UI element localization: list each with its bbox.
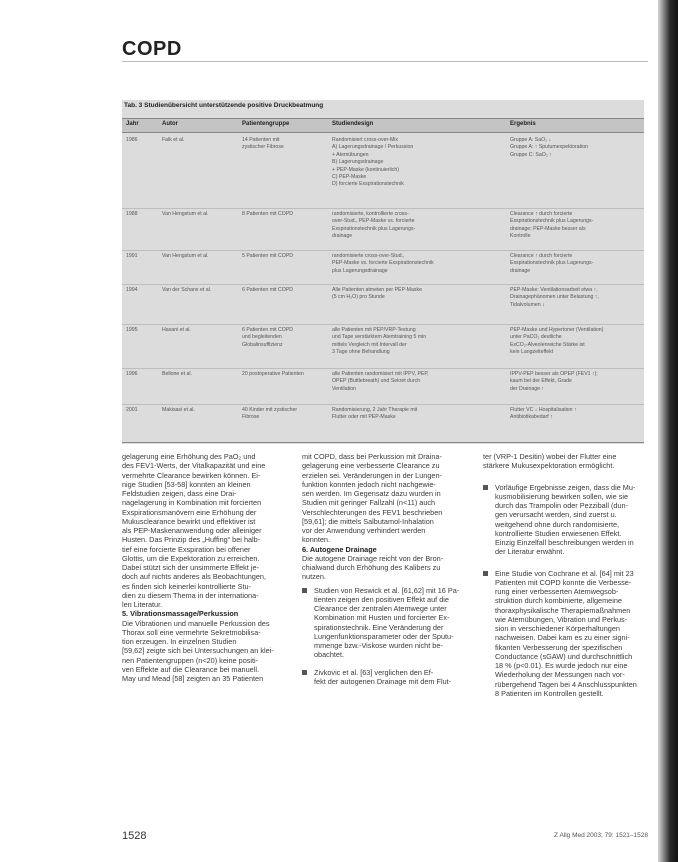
page-title: COPD (122, 38, 182, 60)
scan-shadow-edge (658, 0, 678, 862)
paragraph: Die Vibrationen und manuelle Perkussion des Thorax soll eine vermehrte Sekretmobilisa- tion erzeugen. In einzelnen Studien [59,62] zeigte sich bei Untersuchungen an klei- nen Patientengruppen (n<20) keine positi- ven Effekte auf die Clearance bei manuell. May und Mead [58] zeigten an 35 Patienten (122, 618, 274, 683)
text-column-1 (122, 452, 290, 683)
table-row: 2001 Makisasi et al. 40 Kinder mit zystischer Fibrose Randomisierung, 2 Jahr Therapie mit Flutter oder mit PEP-Maske Flutter VC ↓ Hospitalisation ↑ Antibiotikabedarf ↑ (122, 404, 644, 443)
header-year: Jahr (126, 121, 139, 127)
table-row: 1995 Hasani et al. 6 Patienten mit COPD und begleitenden Globalinsuffizienz alle Patienten mit PEP/VRP-Testung und Tape verstärktem Atemtraining 5 min mittels Vergleich mit Intervall der 3 Tage ohne Behandlung PEP-Maske und Hypertoner (Ventilation) unter PaCO₂ deutliche ExCO₂-Alveolenreiche Stärke ist kein Langzeiteffekt (122, 324, 644, 369)
title-rule (122, 61, 648, 62)
table-row: 1994 Van der Schans et al. 6 Patienten mit COPD Alle Patienten atmeten per PEP-Maske (5 cm H₂O) pro Stunde PEP-Maske: Ventilationsarbeit etwa ↑, Drainagephänomen unter Belastung ↑, Tidalvolumen ↓ (122, 284, 644, 325)
paragraph: Die autogene Drainage reicht von der Bron- chialwand durch Erhöhung des Kalibers zu nutzen. (302, 553, 444, 582)
bullet-item: Vorläufige Ergebnisse zeigen, dass die Mu- kusmobilisierung bewirken sollen, wie sie durch das Trampolin oder Pezziball (dun- gen verursacht werden, sind zuerst u. weitgehend ohne durch randomisierte, kontrollierte Studien erwiesenen Effekt. Einzig Einzelfall beschreibungen werden in der Literatur erwähnt. (483, 483, 651, 557)
document-page (100, 0, 658, 862)
text-column-3 (483, 452, 651, 698)
table-row: 1996 Bellone et al. 20 postoperative Patienten alle Patienten randomisiert mit IPPV, PEP, OPEP (Buttlebreath) und Sekret durch Ventilation IPPV-PEP besser als OPEP (FEV1 ↑); kaum bei der Effekt, Grade der Drainage ↑ (122, 368, 644, 405)
table-row: 1986 Falk et al. 14 Patienten mit zystischer Fibrose Randomisiert cross-over-Mix A) Lagerungsdrainage / Perkussion + Atemübungen B) Lagerungsdrainage + PEP-Maske (kontinuierlich) C) PEP-Maske D) forcierte Exspirationstechnik Gruppe A: SaO₂ ↓ Gruppe A: ↑ Sputumexpektoration Gruppe C: SaO₂ ↑ (122, 134, 644, 209)
bullet-item: Zivkovic et al. [63] verglichen den Ef- fekt der autogenen Drainage mit dem Flut- (302, 668, 472, 687)
table-header (122, 118, 644, 133)
header-author: Autor (162, 121, 178, 127)
header-result: Ergebnis (510, 121, 536, 127)
paragraph: ter (VRP-1 Desitin) wobei der Flutter eine stärkere Mukusexpektoration ermöglicht. (483, 452, 617, 471)
study-table (122, 100, 644, 444)
table-row: 1991 Van Hengstum et al. 5 Patienten mit COPD randomisierte cross-over-Stud., PEP-Maske vs. forcierte Exspirationstechnik plus Lagerungsdrainage Clearance ↑ durch forcierte Exspirationstechnik plus Lagerungs- drainage (122, 250, 644, 285)
paragraph: gelagerung eine Erhöhung des PaO₂ und des FEV1-Werts, der Vitalkapazität und eine vermehrte Clearance bewirken können. Ei- nige Studien [53-58] konnten an kleinen Feldstudien zeigen, dass eine Drai- nagelagerung in Kombination mit forcierten Exspirationsmanövern eine Erhöhung der Mukusclearance bewirkt und effektiver ist als PEP-Maskenanwendung oder alleiniger Husten. Das Prinzip des „Huffing“ bei halb- tief eine forcierte Exspiration bei offener Glottis, um die Expektoration zu erreichen. Dabei stützt sich der unsimmerte Effekt je- doch auf nichts anderes als Beobachtungen, es finden sich keinerlei kontrollierte Stu- dien zu diesem Thema in der internationa- len Literatur. (122, 452, 267, 609)
page-number: 1528 (122, 830, 147, 842)
bullet-item: Studien von Reswick et al. [61,62] mit 16 Pa- tienten zeigen den positiven Effekt auf die Clearance der zentralen Atemwege unter Kombination mit Husten und forcierter Ex- spirationstechnik. Eine Veränderung der Lungenfunktionsparameter oder der Sputu- mmenge bzw.-Viskose wurden nicht be- obachtet. (302, 586, 472, 660)
text-column-2 (302, 452, 472, 686)
header-design: Studiendesign (332, 121, 374, 127)
header-group: Patientengruppe (242, 121, 290, 127)
paragraph: mit COPD, dass bei Perkussion mit Draina- gelagerung eine verbesserte Clearance zu erzielen sei. Veränderungen in der Lungen- funktion konnten jedoch nicht nachgewie- sen werden. Im Gegensatz dazu wurden in Studien mit geringer Fallzahl (n<11) auch Verschlechterungen des FEV1 beschrieben [59,61]; die mittels Salbutamol-Inhalation vor der Anwendung verhindert werden konnten. (302, 452, 443, 545)
bullet-item: Eine Studie von Cochrane et al. [64] mit 23 Patienten mit COPD konnte die Verbesse- rung einer verbesserten Atemwegsob- struktion durch kombinierte, allgemeine thoraxphysikalische Therapiemaßnahmen wie Atemübungen, Vibration und Perkus- sion in verschiedener Körperhaltungen nachweisen. Dabei kam es zu einer signi- fikanten Verbesserung der spezifischen Conductance (sGAW) und durchschnittlich 18 % (p<0.01). Es wurde jedoch nur eine Wiederholung der Messungen nach vor- rübergehend Tagen bei 4 Anschlusspunkten 8 Patienten im Kontrollen gestellt. (483, 569, 651, 699)
page-footer: Z Allg Med 2003; 79: 1521–1528 (554, 832, 648, 839)
table-caption: Tab. 3 Studienübersicht unterstützende positive Druckbeatmung (124, 102, 324, 109)
section-heading: 5. Vibrationsmassage/Perkussion (122, 609, 239, 619)
table-row: 1988 Van Hengstum et al. 8 Patienten mit COPD randomisierte, kontrollierte cross- over-Stud., PEP-Maske vs. forcierte Exspirationstechnik plus Lagerungs- drainage Clearance ↑ durch forcierte Exspirationstechnik plus Lagerungs- drainage; PEP-Maske besser als Kontrolle (122, 208, 644, 251)
section-heading: 6. Autogene Drainage (302, 544, 377, 554)
